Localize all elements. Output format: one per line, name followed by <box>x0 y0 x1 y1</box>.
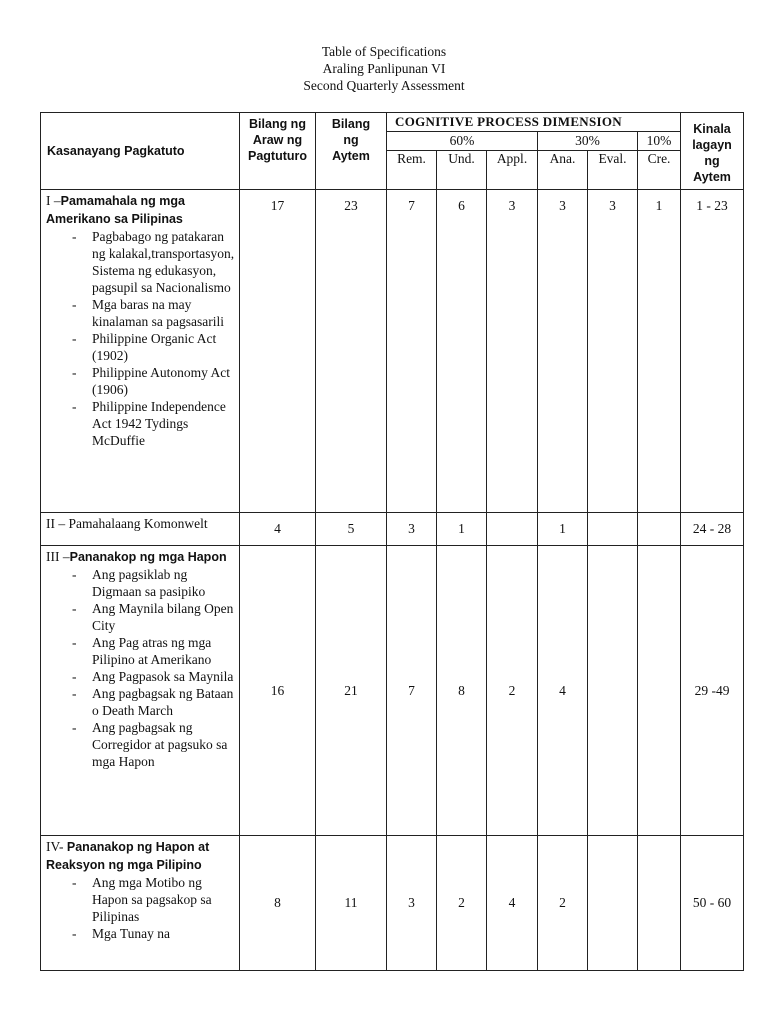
competency-topic: - Pagbabago ng patakaran ng kalakal,transportasyon, Sistema ng edukasyon, pagsupil sa Nacionalismo <box>46 228 235 296</box>
header-items-line: ng <box>343 133 359 147</box>
header-evaluate: Eval. <box>588 151 638 190</box>
analyze-cell: 2 <box>538 836 588 971</box>
items-cell: 21 <box>316 546 387 836</box>
items-cell: 23 <box>316 190 387 513</box>
remember-cell: 7 <box>387 546 437 836</box>
competency-cell <box>41 513 240 546</box>
remember-cell: 7 <box>387 190 437 513</box>
placement-cell: 50 - 60 <box>681 836 744 971</box>
items-cell: 11 <box>316 836 387 971</box>
specifications-table <box>40 112 744 971</box>
create-cell <box>638 836 681 971</box>
competency-topic: - Ang pagsiklab ng Digmaan sa pasipiko <box>46 566 235 600</box>
header-placement-line: Kinala <box>693 121 731 136</box>
header-competency: Kasanayang Pagkatuto <box>41 113 240 190</box>
analyze-cell: 4 <box>538 546 588 836</box>
competency-topic: - Philippine Organic Act (1902) <box>46 330 235 364</box>
document-subject: Araling Panlipunan VI <box>322 61 446 76</box>
competency-title <box>46 838 235 874</box>
header-apply: Appl. <box>487 151 538 190</box>
competency-cell <box>41 190 240 513</box>
competency-topic: - Ang Pag atras ng mga Pilipino at Amerikano <box>46 634 235 668</box>
competency-topic: - Mga baras na may kinalaman sa pagsasarili <box>46 296 235 330</box>
competency-title-prefix: IV- <box>46 839 64 854</box>
days-cell: 4 <box>240 513 316 546</box>
days-cell: 8 <box>240 836 316 971</box>
header-items-line: Aytem <box>332 149 370 163</box>
header-pct-10: 10% <box>638 132 681 151</box>
competency-topic: - Mga Tunay na <box>46 925 235 942</box>
competency-topic: - Philippine Autonomy Act (1906) <box>46 364 235 398</box>
header-remember: Rem. <box>387 151 437 190</box>
header-placement-line: Aytem <box>693 169 731 184</box>
table-row <box>41 546 744 836</box>
header-cognitive-dimension: COGNITIVE PROCESS DIMENSION <box>387 113 681 132</box>
header-placement-line: ng <box>704 153 720 168</box>
evaluate-cell: 3 <box>588 190 638 513</box>
remember-cell: 3 <box>387 836 437 971</box>
apply-cell <box>487 513 538 546</box>
competency-cell <box>41 836 240 971</box>
apply-cell: 3 <box>487 190 538 513</box>
competency-title <box>46 192 235 228</box>
header-create: Cre. <box>638 151 681 190</box>
create-cell: 1 <box>638 190 681 513</box>
header-placement-line: lagayn <box>692 137 732 152</box>
competency-topic-list <box>46 874 235 942</box>
apply-cell: 2 <box>487 546 538 836</box>
understand-cell: 2 <box>437 836 487 971</box>
days-cell: 17 <box>240 190 316 513</box>
header-days-line: Pagtuturo <box>247 149 308 163</box>
create-cell <box>638 546 681 836</box>
header-items-line: Bilang <box>331 117 371 131</box>
competency-topic: - Ang mga Motibo ng Hapon sa pagsakop sa Pilipinas <box>46 874 235 925</box>
table-row <box>41 190 744 513</box>
create-cell <box>638 513 681 546</box>
header-days-line: Araw ng <box>252 133 303 147</box>
competency-topic-list <box>46 566 235 770</box>
competency-title <box>46 515 235 533</box>
header-items <box>316 113 387 190</box>
analyze-cell: 1 <box>538 513 588 546</box>
header-pct-30: 30% <box>538 132 638 151</box>
table-row <box>41 513 744 546</box>
document-assessment: Second Quarterly Assessment <box>303 78 465 93</box>
competency-title-bold: Pananakop ng Hapon at Reaksyon ng mga Pilipino <box>46 840 210 872</box>
evaluate-cell <box>588 546 638 836</box>
competency-topic: - Ang Pagpasok sa Maynila <box>46 668 235 685</box>
evaluate-cell <box>588 513 638 546</box>
competency-title-bold: Pamamahala ng mga Amerikano sa Pilipinas <box>46 194 185 226</box>
competency-title-prefix: III – <box>46 549 70 564</box>
header-understand: Und. <box>437 151 487 190</box>
items-cell: 5 <box>316 513 387 546</box>
competency-title-prefix: II – Pamahalaang Komonwelt <box>46 516 208 531</box>
header-days <box>240 113 316 190</box>
competency-cell <box>41 546 240 836</box>
placement-cell: 24 - 28 <box>681 513 744 546</box>
competency-title <box>46 548 235 566</box>
header-placement <box>681 113 744 190</box>
header-days-line: Bilang ng <box>249 117 306 131</box>
understand-cell: 8 <box>437 546 487 836</box>
competency-topic: - Philippine Independence Act 1942 Tydings McDuffie <box>46 398 235 449</box>
competency-title-bold: Pananakop ng mga Hapon <box>69 550 227 564</box>
competency-topic-list <box>46 228 235 449</box>
remember-cell: 3 <box>387 513 437 546</box>
competency-title-prefix: I – <box>46 193 61 208</box>
placement-cell: 29 -49 <box>681 546 744 836</box>
competency-topic: - Ang pagbagsak ng Corregidor at pagsuko sa mga Hapon <box>46 719 235 770</box>
header-analyze: Ana. <box>538 151 588 190</box>
placement-cell: 1 - 23 <box>681 190 744 513</box>
header-pct-60: 60% <box>387 132 538 151</box>
apply-cell: 4 <box>487 836 538 971</box>
competency-topic: - Ang pagbagsak ng Bataan o Death March <box>46 685 235 719</box>
document-title: Table of Specifications <box>321 44 447 59</box>
days-cell: 16 <box>240 546 316 836</box>
analyze-cell: 3 <box>538 190 588 513</box>
understand-cell: 1 <box>437 513 487 546</box>
table-row <box>41 836 744 971</box>
understand-cell: 6 <box>437 190 487 513</box>
competency-topic: - Ang Maynila bilang Open City <box>46 600 235 634</box>
document-heading <box>0 43 768 94</box>
evaluate-cell <box>588 836 638 971</box>
